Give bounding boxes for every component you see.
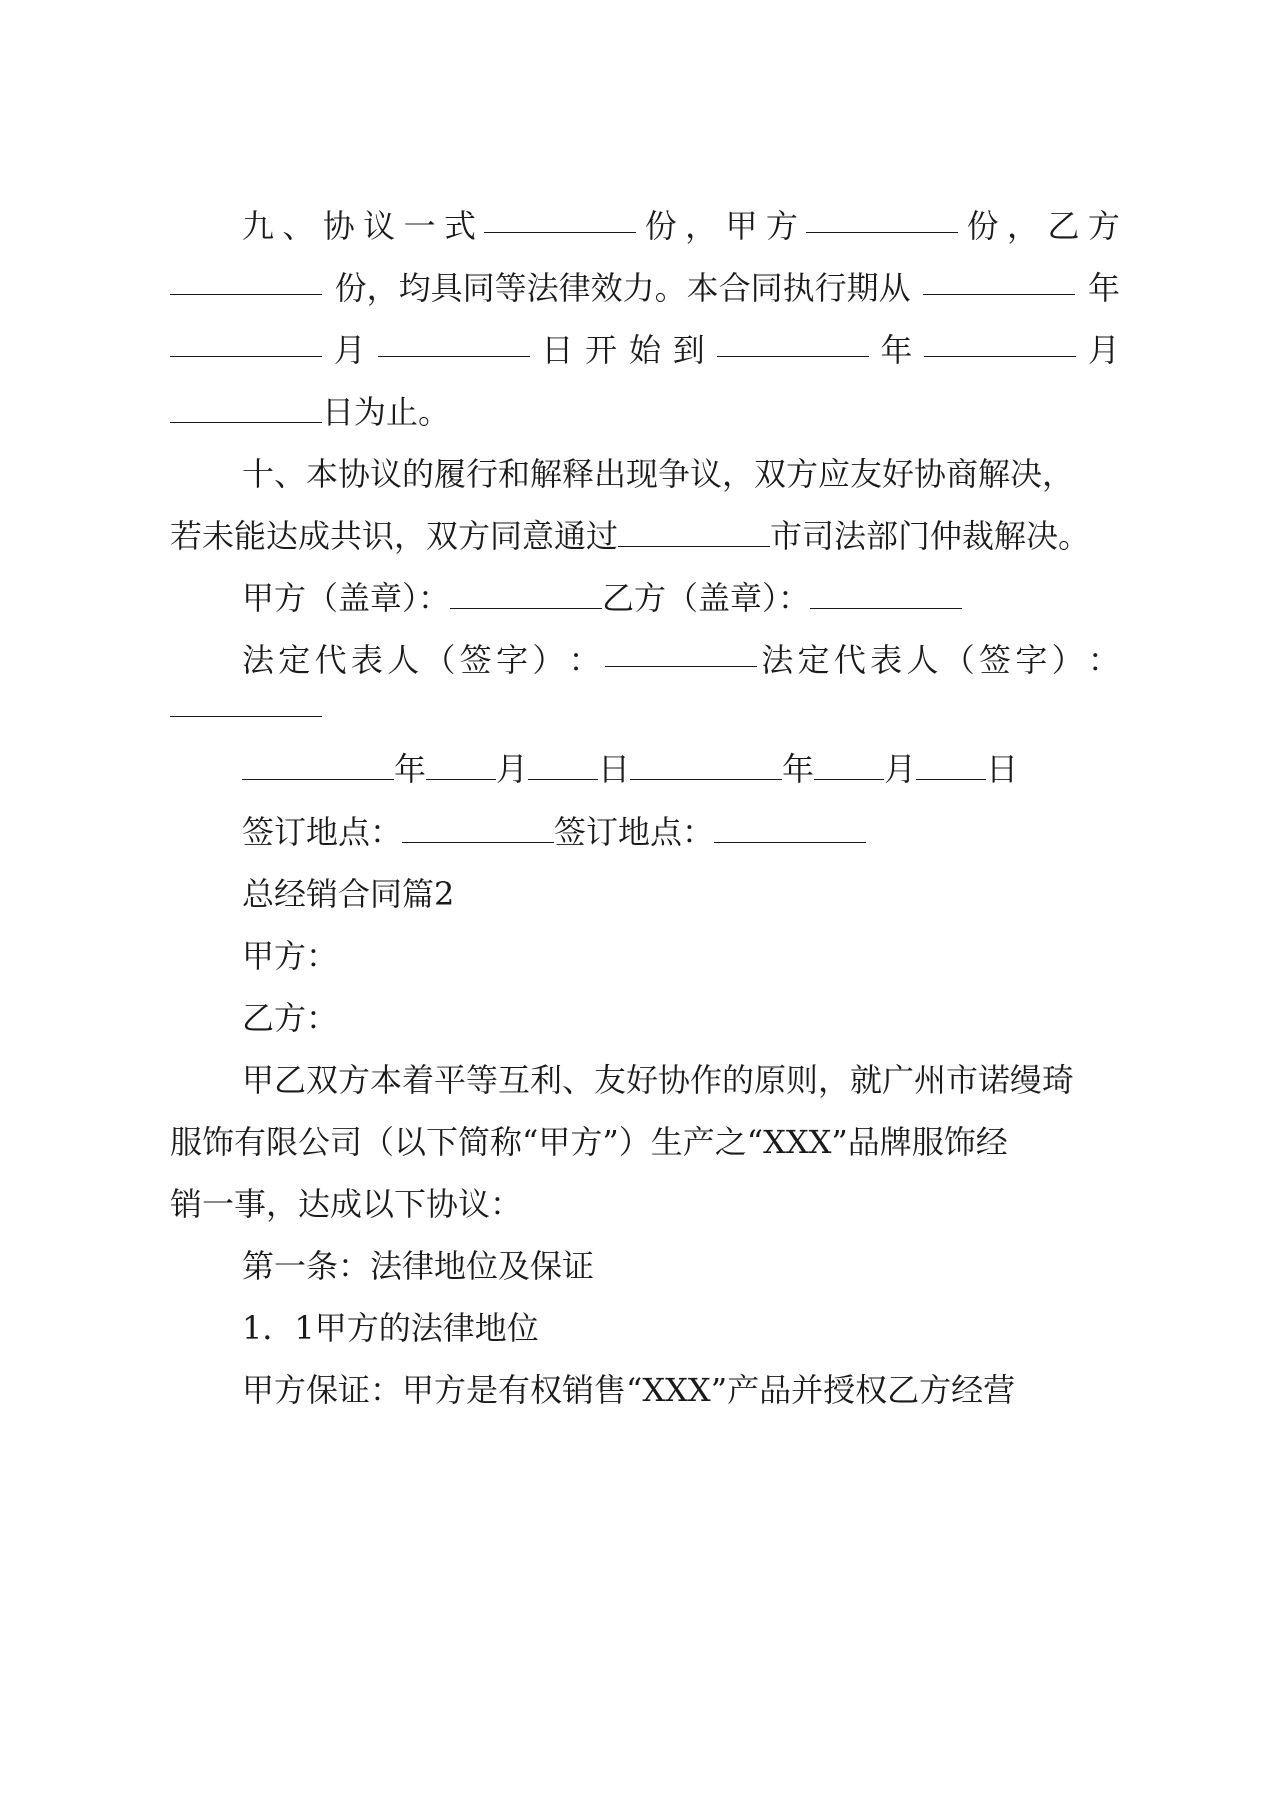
party-b-seal-label: 乙方（盖章）：: [602, 579, 811, 617]
blank-underline: [426, 749, 496, 780]
text-token: 签: [459, 641, 492, 679]
date-month-label: 月: [496, 750, 529, 788]
text-token: 法: [242, 641, 275, 679]
date-year-label: 年: [394, 750, 427, 788]
text-token: ，: [1007, 207, 1040, 245]
clause9-line3: [170, 326, 1120, 374]
text-token: 份: [966, 207, 999, 245]
date-month-label: 月: [884, 750, 917, 788]
blank-underline: [916, 749, 986, 780]
text-token: 月: [1087, 331, 1120, 369]
text-token: 一: [403, 207, 436, 245]
text-token: 式: [443, 207, 476, 245]
blank-underline: [717, 326, 869, 357]
blank-underline: [170, 264, 322, 295]
text-token: 到: [672, 331, 705, 369]
clause9-end-text: 日为止。: [322, 393, 451, 431]
text-token: ：: [1087, 641, 1120, 679]
seal-line: [242, 574, 1120, 622]
section2-title: 总经销合同篇2: [242, 875, 455, 913]
text-token: （: [423, 641, 456, 679]
signing-place-label: 签订地点：: [242, 813, 403, 851]
text-token: 九: [242, 207, 275, 245]
representative-line-blank: [170, 682, 1120, 730]
blank-underline: [484, 202, 636, 233]
clause9-line4: [170, 388, 1120, 436]
clause10-line2: [170, 512, 1120, 560]
blank-underline: [170, 392, 322, 423]
date-day-label: 日: [598, 750, 631, 788]
text-token: 甲: [725, 207, 758, 245]
intro-line1: 甲乙双方本着平等互利、友好协作的原则，就广州市诺缦琦: [242, 1061, 1075, 1099]
party-a-seal-label: 甲方（盖章）：: [242, 579, 451, 617]
guarantee-line: 甲方保证：甲方是有权销售“XXX”产品并授权乙方经营: [242, 1371, 1016, 1409]
blank-underline: [924, 326, 1076, 357]
text-token: 份: [644, 207, 677, 245]
blank-underline: [618, 516, 770, 547]
text-token: ：: [568, 641, 601, 679]
text-token: 字: [496, 641, 529, 679]
blank-underline: [242, 749, 394, 780]
text-token: 年: [1087, 269, 1120, 307]
text-token: 定: [278, 641, 311, 679]
date-line: [242, 745, 1120, 793]
text-token: 份，均具同等法律效力。本合同执行期从: [334, 269, 911, 307]
text-token: 协: [322, 207, 355, 245]
clause10-pre: 若未能达成共识，双方同意通过: [170, 517, 619, 555]
blank-underline: [605, 636, 757, 667]
party-a-line: 甲方：: [242, 937, 339, 975]
representative-line: [242, 636, 1120, 684]
blank-underline: [402, 812, 554, 843]
text-token: 乙: [1047, 207, 1080, 245]
text-token: 月: [333, 331, 366, 369]
text-token: 开: [585, 331, 618, 369]
text-token: ）: [1051, 641, 1084, 679]
intro-line3: 销一事，达成以下协议：: [170, 1185, 523, 1223]
text-token: 字: [1015, 641, 1048, 679]
text-token: 方: [765, 207, 798, 245]
text-token: 议: [363, 207, 396, 245]
text-token: （: [942, 641, 975, 679]
blank-underline: [814, 749, 884, 780]
text-token: 始: [628, 331, 661, 369]
signing-place-label: 签订地点：: [554, 813, 715, 851]
text-token: 签: [979, 641, 1012, 679]
blank-underline: [806, 202, 958, 233]
blank-underline: [630, 749, 782, 780]
blank-underline: [170, 686, 322, 717]
blank-underline: [923, 264, 1075, 295]
text-token: 法: [761, 641, 794, 679]
clause9-line2: [170, 264, 1120, 312]
intro-line2: 服饰有限公司（以下简称“甲方”）生产之“XXX”品牌服饰经: [170, 1123, 1008, 1161]
item-1-1: 1．1甲方的法律地位: [242, 1309, 539, 1347]
text-token: ，: [685, 207, 718, 245]
blank-underline: [714, 812, 866, 843]
clause10-post: 市司法部门仲裁解决。: [770, 517, 1091, 555]
text-token: 日: [541, 331, 574, 369]
text-token: 定: [797, 641, 830, 679]
date-day-label: 日: [986, 750, 1019, 788]
blank-underline: [450, 578, 602, 609]
blank-underline: [810, 578, 962, 609]
text-token: 人: [906, 641, 939, 679]
blank-underline: [378, 326, 530, 357]
text-token: 年: [880, 331, 913, 369]
text-token: ）: [532, 641, 565, 679]
signing-place-line: [242, 808, 1120, 856]
article1-title: 第一条：法律地位及保证: [242, 1247, 595, 1285]
text-token: 表: [870, 641, 903, 679]
clause10-line1: 十、本协议的履行和解释出现争议，双方应友好协商解决，: [242, 455, 1075, 493]
party-b-line: 乙方：: [242, 999, 339, 1037]
blank-underline: [170, 326, 322, 357]
date-year-label: 年: [782, 750, 815, 788]
text-token: 代: [833, 641, 866, 679]
clause9-line1: [242, 202, 1120, 250]
text-token: 、: [282, 207, 315, 245]
text-token: 方: [1087, 207, 1120, 245]
text-token: 代: [314, 641, 347, 679]
text-token: 人: [387, 641, 420, 679]
text-token: 表: [350, 641, 383, 679]
blank-underline: [528, 749, 598, 780]
